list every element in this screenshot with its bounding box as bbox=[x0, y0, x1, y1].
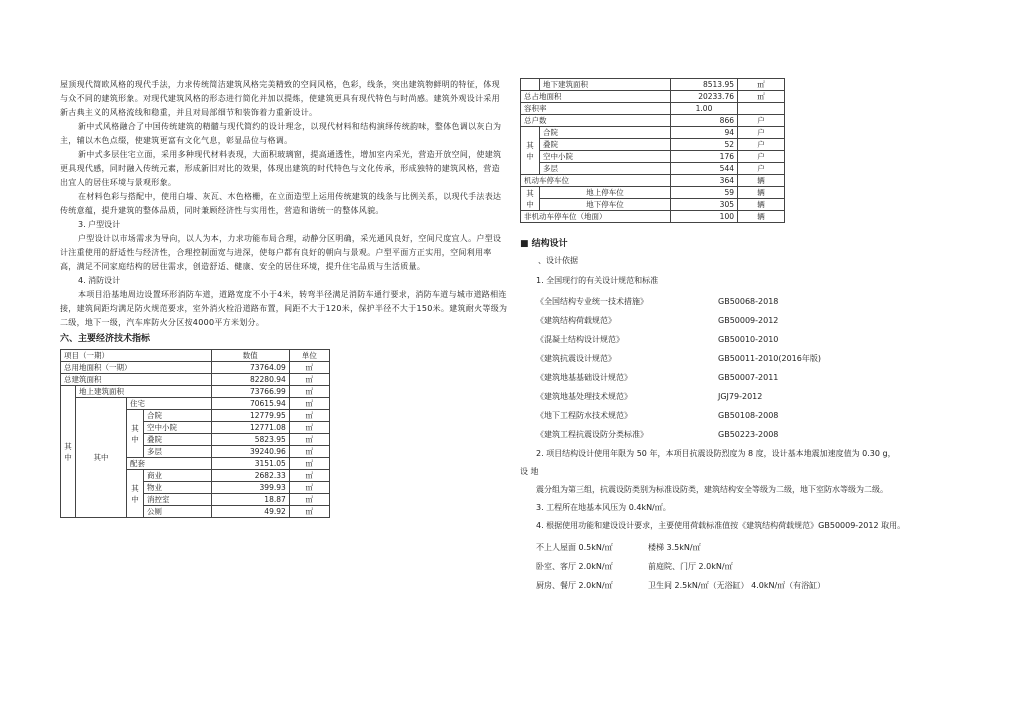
standard-item bbox=[520, 349, 968, 368]
load-row bbox=[536, 557, 968, 576]
row-value: 49.92 bbox=[211, 506, 289, 518]
section-heading: 六、主要经济技术指标 bbox=[60, 334, 151, 344]
row-label: 商业 bbox=[144, 470, 212, 482]
row-value: 364 bbox=[671, 175, 738, 187]
standard-code: GB50007-2011 bbox=[718, 373, 779, 382]
standard-code: GB50068-2018 bbox=[718, 297, 779, 306]
row-value: 305 bbox=[671, 199, 738, 211]
row-value: 399.93 bbox=[211, 482, 289, 494]
standard-item bbox=[520, 330, 968, 349]
standard-name: 《地下工程防水技术规范》 bbox=[536, 411, 632, 420]
table-row bbox=[61, 398, 330, 410]
table-row bbox=[521, 175, 785, 187]
row-label: 地下停车位 bbox=[540, 199, 671, 211]
standard-name: 《建筑工程抗震设防分类标准》 bbox=[536, 430, 648, 439]
row-value: 73766.99 bbox=[211, 386, 289, 398]
list-item-fragment: 设 地 bbox=[520, 467, 539, 476]
load-row bbox=[536, 576, 968, 595]
standard-name: 《全国结构专业统一技术措施》 bbox=[536, 297, 648, 306]
standards-list bbox=[520, 292, 968, 444]
row-unit: ㎡ bbox=[289, 410, 329, 422]
row-unit: ㎡ bbox=[289, 362, 329, 374]
standard-item bbox=[520, 406, 968, 425]
row-label: 空中小院 bbox=[144, 422, 212, 434]
table-cell bbox=[521, 79, 540, 91]
row-label: 多层 bbox=[144, 446, 212, 458]
right-column bbox=[520, 78, 968, 599]
load-value: 楼梯 3.5kN/㎡ bbox=[648, 543, 701, 552]
load-values bbox=[520, 538, 968, 595]
group-char: 其 bbox=[131, 423, 139, 433]
group-char: 中 bbox=[131, 494, 139, 504]
row-label: 住宅 bbox=[127, 398, 212, 410]
row-label: 叠院 bbox=[144, 434, 212, 446]
paragraph: 户型设计以市场需求为导向，以人为本，力求功能布局合理，动静分区明确，采光通风良好，空间尺度宜人。户型设计注重使用的舒适性与经济性，合理控制面宽与进深，使每户都有良好的朝向与景观。户型平面方正实用，空间利用率高，满足不同家庭结构的居住需求，创造舒适、健康、安全的居住环境，提升住宅品质与生活质量。 bbox=[60, 234, 502, 271]
standard-code: GB50108-2008 bbox=[718, 411, 779, 420]
row-unit: ㎡ bbox=[289, 494, 329, 506]
row-unit: 户 bbox=[738, 151, 785, 163]
section-heading: ■ 结构设计 bbox=[520, 239, 568, 249]
group-char: 其 bbox=[526, 188, 534, 198]
list-item: 4. 根据使用功能和建设设计要求，主要使用荷载标准值按《建筑结构荷载规范》GB50009-2012 取用。 bbox=[536, 521, 906, 530]
paragraph: 新中式多层住宅立面，采用多种现代材料表现，大面积玻璃窗，提高通透性，增加室内采光，营造开放空间，使建筑更具现代感，同时融入传统元素，形成新旧对比的效果，体现出建筑的时代特色与文化传承，形成独特的建筑风格，营造出宜人的居住环境与景观形象。 bbox=[60, 150, 502, 187]
table-header-row bbox=[61, 350, 330, 362]
row-unit: ㎡ bbox=[289, 374, 329, 386]
row-unit: 辆 bbox=[738, 211, 785, 223]
row-value: 52 bbox=[671, 139, 738, 151]
paragraph: 新中式风格融合了中国传统建筑的精髓与现代简约的设计理念，以现代材料和结构演绎传统韵味，整体色调以灰白为主，辅以木色点缀，使建筑更富有文化气息，彰显品位与格调。 bbox=[60, 122, 502, 145]
row-label: 地下建筑面积 bbox=[540, 79, 671, 91]
group-char: 中 bbox=[131, 434, 139, 444]
table-row bbox=[521, 211, 785, 223]
row-unit: 辆 bbox=[738, 175, 785, 187]
row-label: 空中小院 bbox=[540, 151, 671, 163]
group-char: 其 bbox=[526, 140, 534, 150]
table-row bbox=[521, 91, 785, 103]
row-value: 3151.05 bbox=[211, 458, 289, 470]
row-unit: ㎡ bbox=[289, 434, 329, 446]
row-label: 配套 bbox=[127, 458, 212, 470]
row-unit bbox=[738, 103, 785, 115]
table-header: 数值 bbox=[211, 350, 289, 362]
row-group-label: 其中 bbox=[61, 386, 76, 518]
standard-item bbox=[520, 292, 968, 311]
row-group-label bbox=[521, 187, 540, 211]
row-unit: ㎡ bbox=[289, 386, 329, 398]
row-group-label bbox=[127, 470, 144, 518]
row-value: 2682.33 bbox=[211, 470, 289, 482]
table-row bbox=[521, 127, 785, 139]
row-unit: 户 bbox=[738, 115, 785, 127]
standard-name: 《建筑抗震设计规范》 bbox=[536, 354, 616, 363]
row-label: 总占地面积 bbox=[521, 91, 671, 103]
table-row bbox=[521, 103, 785, 115]
list-item: 3. 工程所在地基本风压为 0.4kN/㎡。 bbox=[536, 503, 671, 512]
row-unit: ㎡ bbox=[289, 458, 329, 470]
load-row bbox=[536, 538, 968, 557]
row-value: 176 bbox=[671, 151, 738, 163]
row-label: 合院 bbox=[540, 127, 671, 139]
paragraph: 本项目沿基地周边设置环形消防车道，道路宽度不小于4米，转弯半径满足消防车通行要求，消防车道与城市道路相连接，建筑间距均满足防火规范要求，室外消火栓沿道路布置，间距不大于120米，保护半径不大于150米。建筑耐火等级为二级，地下一级，汽车库防火分区按4000平方米划分。 bbox=[60, 290, 508, 327]
list-item-continued: 震分组为第三组，抗震设防类别为标准设防类，建筑结构安全等级为二级，地下室防水等级为二级。 bbox=[536, 485, 888, 494]
row-unit: ㎡ bbox=[738, 91, 785, 103]
row-label: 机动车停车位 bbox=[521, 175, 671, 187]
row-value: 70615.94 bbox=[211, 398, 289, 410]
row-value: 39240.96 bbox=[211, 446, 289, 458]
row-unit: ㎡ bbox=[289, 506, 329, 518]
standard-item bbox=[520, 368, 968, 387]
row-label: 合院 bbox=[144, 410, 212, 422]
standard-name: 《建筑结构荷载规范》 bbox=[536, 316, 616, 325]
row-unit: 户 bbox=[738, 127, 785, 139]
economic-indicators-table-continued bbox=[520, 78, 785, 223]
table-row bbox=[521, 115, 785, 127]
row-value: 100 bbox=[671, 211, 738, 223]
row-label: 消控室 bbox=[144, 494, 212, 506]
row-value: 94 bbox=[671, 127, 738, 139]
standard-code: JGJ79-2012 bbox=[718, 392, 763, 401]
list-item: 1. 全国现行的有关设计规范和标准 bbox=[536, 276, 659, 285]
table-row bbox=[521, 151, 785, 163]
load-value: 不上人屋面 0.5kN/㎡ bbox=[536, 543, 613, 552]
row-unit: ㎡ bbox=[289, 398, 329, 410]
row-unit: ㎡ bbox=[289, 422, 329, 434]
row-label: 公厕 bbox=[144, 506, 212, 518]
row-label: 总户数 bbox=[521, 115, 671, 127]
row-value: 18.87 bbox=[211, 494, 289, 506]
list-item: 2. 项目结构设计使用年限为 50 年，本项目抗震设防烈度为 8 度，设计基本地震加速度值为 0.30 g， bbox=[536, 449, 896, 458]
row-group-label: 其中 bbox=[76, 398, 127, 518]
row-value: 866 bbox=[671, 115, 738, 127]
row-label: 多层 bbox=[540, 163, 671, 175]
economic-indicators-table bbox=[60, 349, 330, 518]
row-unit: ㎡ bbox=[289, 446, 329, 458]
row-label: 总建筑面积 bbox=[61, 374, 212, 386]
standard-code: GB50223-2008 bbox=[718, 430, 779, 439]
row-value: 8513.95 bbox=[671, 79, 738, 91]
table-row bbox=[521, 199, 785, 211]
group-char: 中 bbox=[526, 151, 534, 161]
row-label: 地上停车位 bbox=[540, 187, 671, 199]
subheading: 4. 消防设计 bbox=[78, 276, 121, 285]
table-row bbox=[61, 386, 330, 398]
standard-item bbox=[520, 387, 968, 406]
row-group-label bbox=[521, 127, 540, 175]
row-label: 非机动车停车位（地面） bbox=[521, 211, 671, 223]
table-row bbox=[521, 163, 785, 175]
row-label: 物业 bbox=[144, 482, 212, 494]
standard-name: 《建筑地基处理技术规范》 bbox=[536, 392, 632, 401]
paragraph: 在材料色彩与搭配中，使用白墙、灰瓦、木色格栅，在立面造型上运用传统建筑的线条与比例关系，以现代手法表达传统意蕴，提升建筑的整体品质，同时兼顾经济性与实用性，营造和谐统一的整体风貌。 bbox=[60, 192, 502, 215]
load-value: 卧室、客厅 2.0kN/㎡ bbox=[536, 562, 613, 571]
row-unit: ㎡ bbox=[289, 482, 329, 494]
paragraph: 屋顶现代简欧风格的现代手法，力求传统简洁建筑风格完美精致的空间风格，色彩，线条，突出建筑物鲜明的特征，体现与众不同的建筑形象。对现代建筑风格的形态进行简化并加以提炼，使建筑更具有现代特色与时尚感。建筑外观设计采用新古典主义的风格流线和稳重，并且对局部细节和装饰着力重新设计。 bbox=[60, 80, 500, 117]
row-value: 12779.95 bbox=[211, 410, 289, 422]
standard-code: GB50011-2010(2016年版) bbox=[718, 354, 821, 363]
row-value: 59 bbox=[671, 187, 738, 199]
row-label: 容积率 bbox=[521, 103, 671, 115]
table-header: 项目（一期） bbox=[61, 350, 212, 362]
row-unit: ㎡ bbox=[289, 470, 329, 482]
row-value: 73764.09 bbox=[211, 362, 289, 374]
row-unit: 户 bbox=[738, 139, 785, 151]
row-group-label bbox=[127, 410, 144, 458]
standard-item bbox=[520, 425, 968, 444]
table-row bbox=[61, 374, 330, 386]
row-value: 544 bbox=[671, 163, 738, 175]
row-value: 82280.94 bbox=[211, 374, 289, 386]
left-column bbox=[60, 78, 508, 518]
standard-code: GB50009-2012 bbox=[718, 316, 779, 325]
row-unit: 辆 bbox=[738, 199, 785, 211]
load-value: 卫生间 2.5kN/㎡（无浴缸） 4.0kN/㎡（有浴缸） bbox=[648, 581, 826, 590]
row-value: 1.00 bbox=[671, 103, 738, 115]
table-row bbox=[61, 362, 330, 374]
standard-item bbox=[520, 311, 968, 330]
row-value: 5823.95 bbox=[211, 434, 289, 446]
standard-name: 《混凝土结构设计规范》 bbox=[536, 335, 624, 344]
row-value: 12771.08 bbox=[211, 422, 289, 434]
load-value: 厨房、餐厅 2.0kN/㎡ bbox=[536, 581, 613, 590]
subheading: 3. 户型设计 bbox=[78, 220, 121, 229]
subheading: 、设计依据 bbox=[538, 256, 578, 265]
standard-code: GB50010-2010 bbox=[718, 335, 779, 344]
row-label: 总用地面积（一期） bbox=[61, 362, 212, 374]
group-char: 其 bbox=[131, 483, 139, 493]
row-unit: ㎡ bbox=[738, 79, 785, 91]
row-value: 20233.76 bbox=[671, 91, 738, 103]
table-header: 单位 bbox=[289, 350, 329, 362]
group-char: 中 bbox=[526, 199, 534, 209]
load-value: 前庭院、门厅 2.0kN/㎡ bbox=[648, 562, 733, 571]
row-label: 地上建筑面积 bbox=[76, 386, 212, 398]
table-row bbox=[521, 139, 785, 151]
standard-name: 《建筑地基基础设计规范》 bbox=[536, 373, 632, 382]
row-unit: 户 bbox=[738, 163, 785, 175]
row-label: 叠院 bbox=[540, 139, 671, 151]
row-unit: 辆 bbox=[738, 187, 785, 199]
table-row bbox=[521, 79, 785, 91]
table-row bbox=[521, 187, 785, 199]
